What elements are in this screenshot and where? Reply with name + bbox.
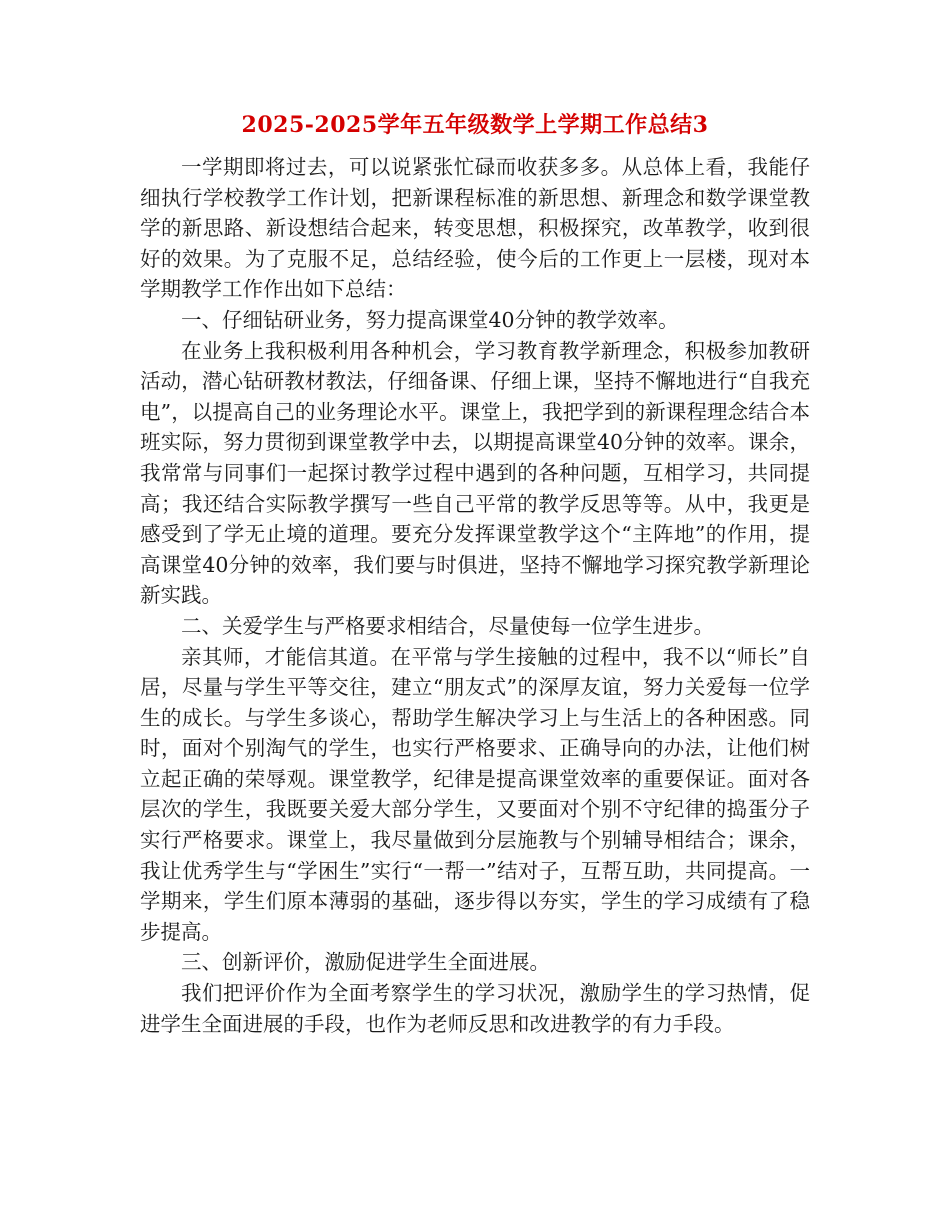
paragraph-section-3: 我们把评价作为全面考察学生的学习状况，激励学生的学习热情，促进学生全面进展的手段，也作为老师反思和改进教学的有力手段。: [140, 981, 810, 1036]
document-title: 2025-2025学年五年级数学上学期工作总结3: [241, 112, 709, 138]
section-heading-2: 二、关爱学生与严格要求相结合，尽量使每一位学生进步。: [181, 613, 714, 638]
section-heading-1: 一、仔细钻研业务，努力提高课堂40分钟的教学效率。: [181, 307, 679, 332]
section-heading-3: 三、创新评价，激励促进学生全面进展。: [181, 950, 550, 975]
document-page: [140, 108, 810, 1039]
paragraph-section-2: 亲其师，才能信其道。在平常与学生接触的过程中，我不以“师长”自居，尽量与学生平等交往，建立“朋友式”的深厚友谊，努力关爱每一位学生的成长。与学生多谈心，帮助学生解决学习上与生活上的各种困惑。同时，面对个别淘气的学生，也实行严格要求、正确导向的办法，让他们树立起正确的荣辱观。课堂教学，纪律是提高课堂效率的重要保证。面对各层次的学生，我既要关爱大部分学生，又要面对个别不守纪律的捣蛋分子实行严格要求。课堂上，我尽量做到分层施教与个别辅导相结合；课余，我让优秀学生与“学困生”实行“一帮一”结对子，互帮互助，共同提高。一学期来，学生们原本薄弱的基础，逐步得以夯实，学生的学习成绩有了稳步提高。: [140, 644, 810, 944]
paragraph-section-1: 在业务上我积极利用各种机会，学习教育教学新理念，积极参加教研活动，潜心钻研教材教法，仔细备课、仔细上课，坚持不懈地进行“自我充电”，以提高自己的业务理论水平。课堂上，我把学到的新课程理念结合本班实际，努力贯彻到课堂教学中去，以期提高课堂40分钟的效率。课余，我常常与同事们一起探讨教学过程中遇到的各种问题，互相学习，共同提高；我还结合实际教学撰写一些自己平常的教学反思等等。从中，我更是感受到了学无止境的道理。要充分发挥课堂教学这个“主阵地”的作用，提高课堂40分钟的效率，我们要与时俱进，坚持不懈地学习探究教学新理论新实践。: [140, 338, 810, 608]
paragraph-intro: 一学期即将过去，可以说紧张忙碌而收获多多。从总体上看，我能仔细执行学校教学工作计划，把新课程标准的新思想、新理念和数学课堂教学的新思路、新设想结合起来，转变思想，积极探究，改革教学，收到很好的效果。为了克服不足，总结经验，使今后的工作更上一层楼，现对本学期教学工作作出如下总结：: [140, 155, 810, 302]
